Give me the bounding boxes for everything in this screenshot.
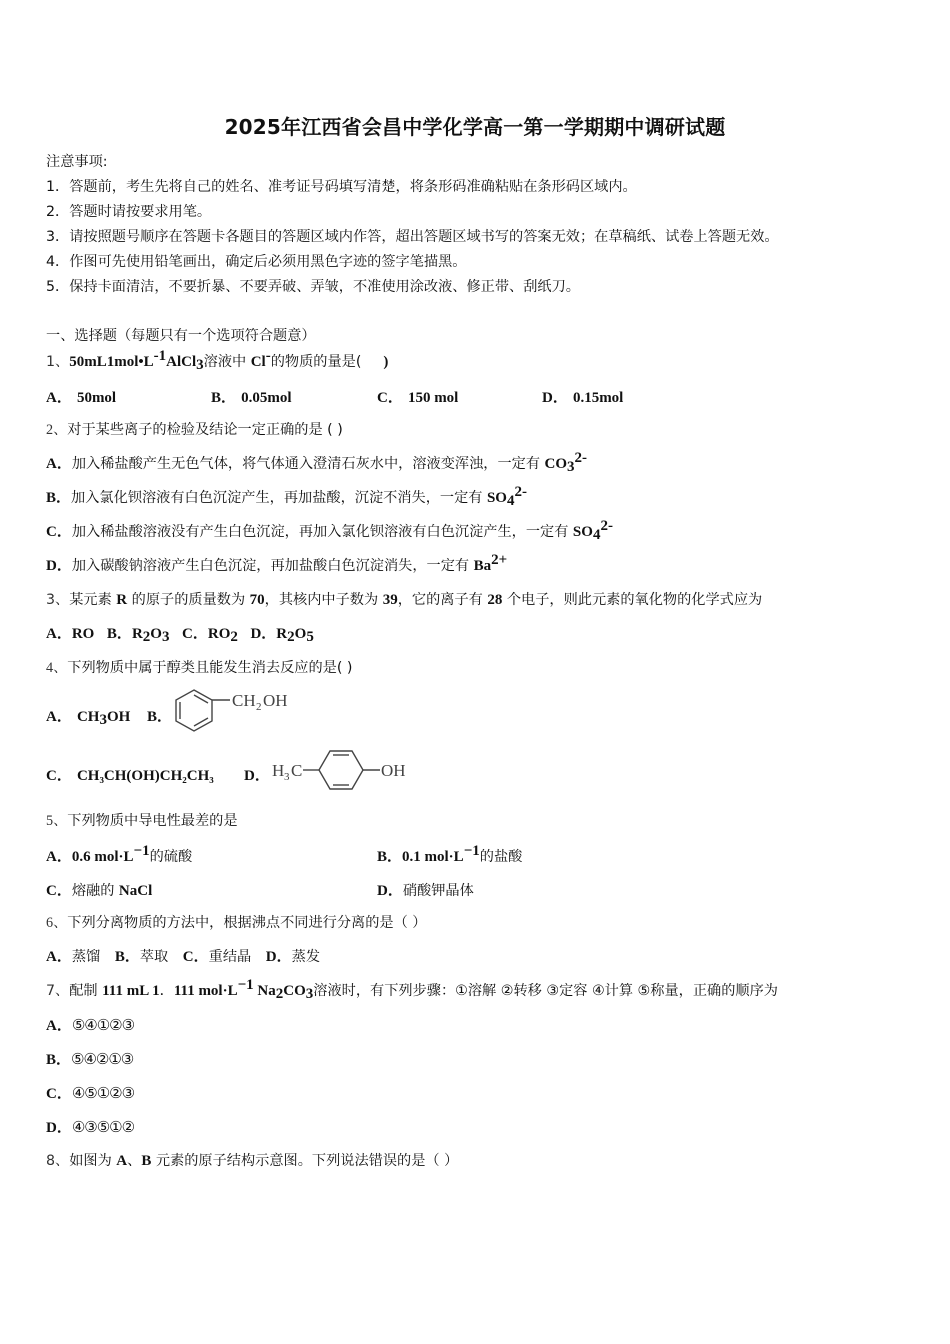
q6-option-a[interactable]: A．蒸馏	[46, 949, 101, 965]
q2-option-b[interactable]: B．加入氯化钡溶液有白色沉淀产生，再加盐酸，沉淀不消失，一定有 $SO_4^{2-}$	[46, 484, 527, 509]
q5-option-c[interactable]: C．熔融的 NaCl	[46, 883, 153, 899]
q2-option-d[interactable]: D．加入碳酸钠溶液产生白色沉淀，再加盐酸白色沉淀消失，一定有 $Ba^{2+}$	[46, 552, 508, 574]
notice-heading: 注意事项:	[46, 154, 108, 170]
question-8: 8、如图为 A、B 元素的原子结构示意图。下列说法错误的是（ ）	[46, 1153, 459, 1169]
q5-option-b[interactable]: B．0.1 $mol\cdot L^{-1}$的盐酸	[377, 843, 523, 865]
notice-item-1: 1．答题前，考生先将自己的姓名、准考证号码填写清楚，将条形码准确粘贴在条形码区域内。	[46, 179, 637, 195]
question-5: 5、下列物质中导电性最差的是	[46, 813, 238, 829]
svg-text:2: 2	[256, 701, 262, 713]
q7-option-c[interactable]: C．④⑤①②③	[46, 1084, 135, 1102]
q2-option-a[interactable]: A．加入稀盐酸产生无色气体，将气体通入澄清石灰水中，溶液变浑浊，一定有 $CO_3^{2-}$	[46, 450, 588, 475]
svg-text:C: C	[291, 761, 303, 780]
q3-option-b[interactable]: B．$R_2O_3$	[106, 626, 170, 645]
page-title: 2025年江西省会昌中学化学高一第一学期期中调研试题	[224, 115, 726, 139]
notice-item-2: 2．答题时请按要求用笔。	[46, 204, 212, 220]
q4-option-c[interactable]: C． CH₃CH(OH)CH₂CH₃	[46, 768, 214, 784]
q1-option-b[interactable]: B． 0.05mol	[211, 390, 292, 406]
svg-text:H: H	[272, 761, 285, 780]
q1-option-d[interactable]: D． 0.15mol	[542, 390, 624, 406]
q7-option-b[interactable]: B．⑤④②①③	[46, 1050, 134, 1068]
notice-item-3: 3．请按照题号顺序在答题卡各题目的答题区域内作答，超出答题区域书写的答案无效；在草稿纸、试卷上答题无效。	[46, 229, 779, 245]
q6-options	[46, 947, 320, 967]
question-7: 7、配制 111 mL 1．111 $mol\cdot L^{-1}$ $Na_2CO_3$溶液时，有下列步骤：①溶解 ②转移 ③定容 ④计算 ⑤称量，正确的顺序为	[46, 977, 778, 1002]
svg-text:OH: OH	[381, 761, 406, 780]
question-1: 1、$50mL1mol•L^{-1}AlCl_3$溶液中 Cl-的物质的量是( )	[46, 348, 389, 373]
section-heading: 一、选择题（每题只有一个选项符合题意）	[46, 328, 316, 344]
question-number: 1、	[46, 354, 70, 370]
svg-text:OH: OH	[263, 691, 288, 710]
q4-option-b[interactable]: B．	[147, 709, 173, 725]
notice-item-5: 5．保持卡面清洁，不要折暴、不要弄破、弄皱，不准使用涂改液、修正带、刮纸刀。	[46, 279, 580, 295]
q6-option-d[interactable]: D．蒸发	[265, 949, 321, 965]
svg-text:3: 3	[284, 771, 290, 783]
q3-option-a[interactable]: A．RO	[46, 626, 95, 642]
question-3: 3、某元素 R 的原子的质量数为 70，其核内中子数为 39，它的离子有 28 个电子，则此元素的氧化物的化学式应为	[46, 592, 763, 608]
notice-item-4: 4．作图可先使用铅笔画出，确定后必须用黑色字迹的签字笔描黑。	[46, 254, 467, 270]
q5-option-d[interactable]: D．硝酸钾晶体	[377, 883, 474, 899]
benzyl-alcohol-structure-icon	[172, 688, 302, 736]
q1-option-a[interactable]: A． 50mol	[46, 390, 117, 406]
q1-option-c[interactable]: C． 150 mol	[377, 390, 459, 406]
q4-option-a[interactable]: A． $CH_3OH$	[46, 709, 131, 728]
question-2: 2、对于某些离子的检验及结论一定正确的是 ( )	[46, 422, 343, 438]
q7-option-a[interactable]: A．⑤④①②③	[46, 1016, 135, 1034]
q2-option-c[interactable]: C．加入稀盐酸溶液没有产生白色沉淀，再加入氯化钡溶液有白色沉淀产生，一定有 $SO_4^{2-}$	[46, 518, 613, 543]
question-6: 6、下列分离物质的方法中，根据沸点不同进行分离的是（ ）	[46, 915, 427, 931]
q6-option-b[interactable]: B．萃取	[114, 949, 169, 965]
q5-option-a[interactable]: A．0.6 $mol\cdot L^{-1}$的硫酸	[46, 843, 193, 865]
q7-option-d[interactable]: D．④③⑤①②	[46, 1118, 135, 1136]
q3-option-c[interactable]: C．$RO_2$	[182, 626, 238, 645]
question-4: 4、下列物质中属于醇类且能发生消去反应的是( )	[46, 660, 353, 676]
svg-text:CH: CH	[232, 691, 256, 710]
q4-option-d[interactable]: D．	[244, 768, 270, 784]
q3-option-d[interactable]: D．$R_2O_5$	[250, 626, 314, 645]
q3-options	[46, 624, 314, 644]
q6-option-c[interactable]: C．重结晶	[182, 949, 252, 965]
p-cresol-structure-icon	[270, 743, 415, 793]
